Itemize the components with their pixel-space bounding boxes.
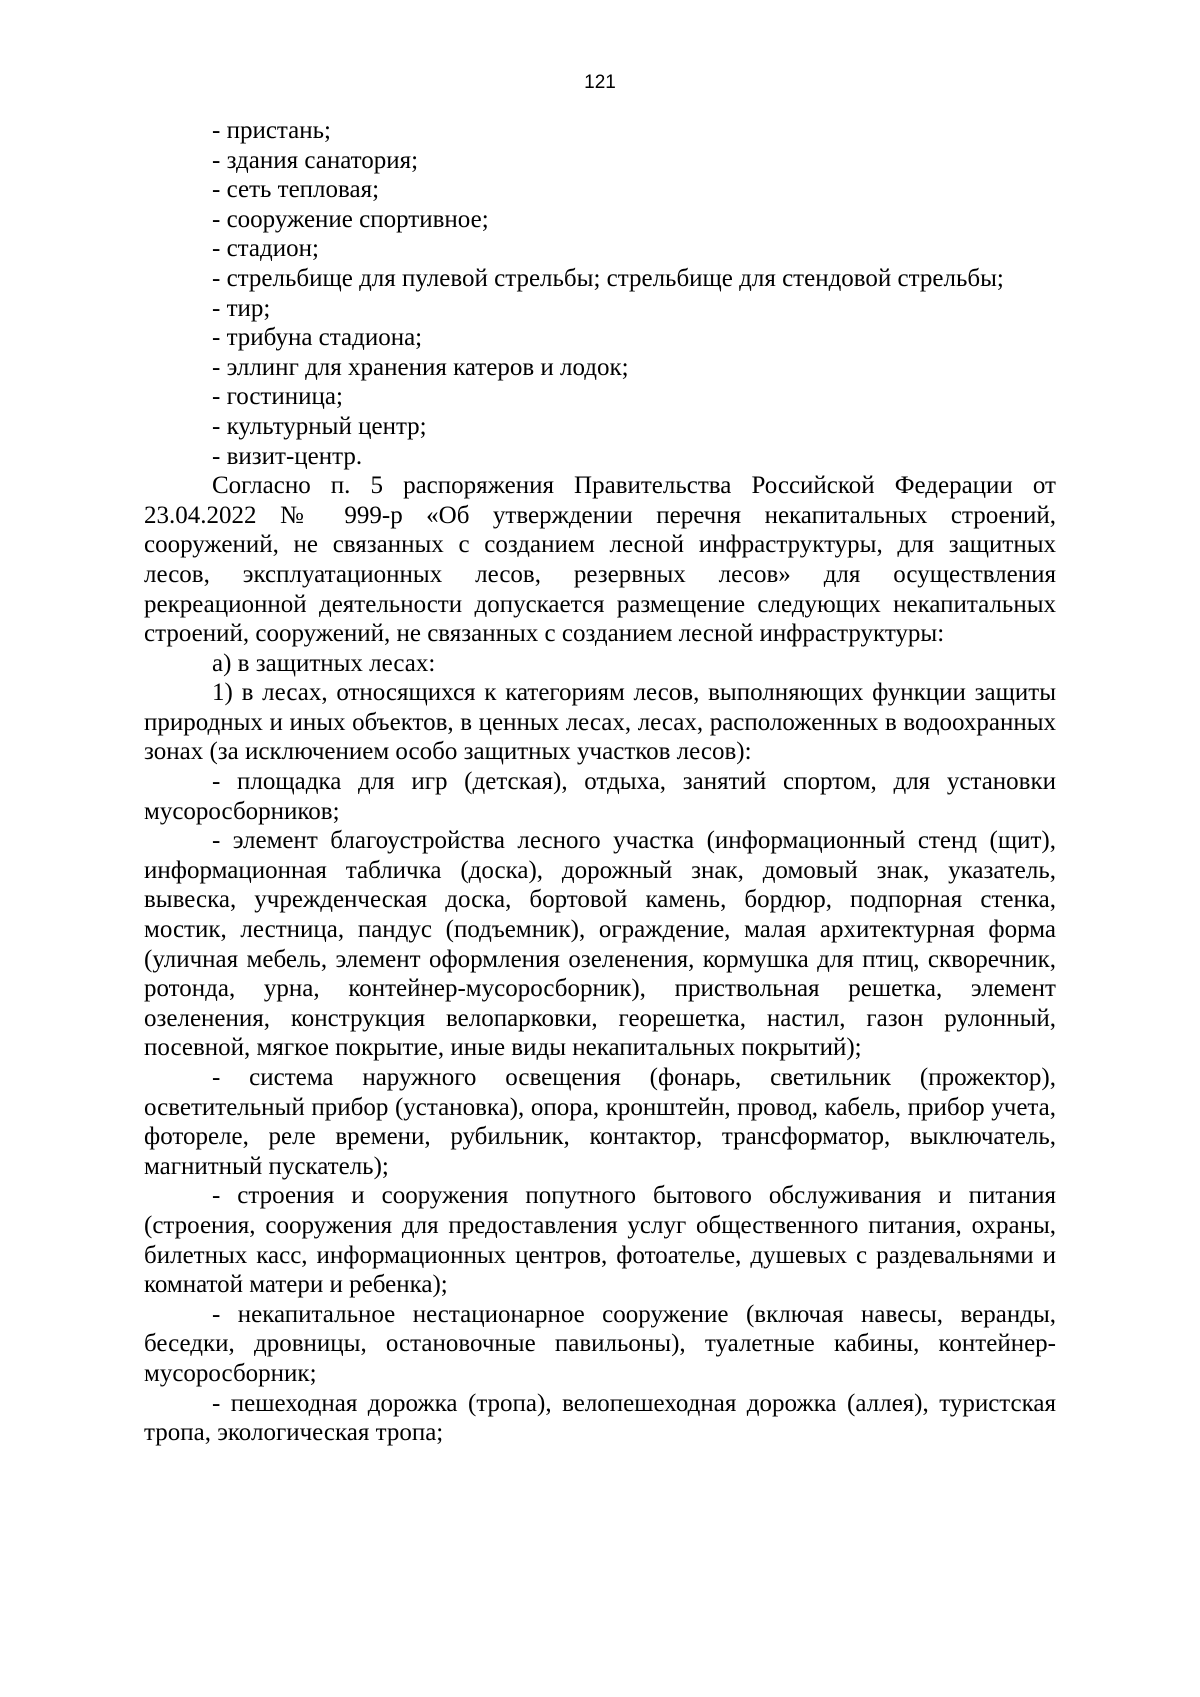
list-item: - сеть тепловая; [212, 176, 380, 204]
list-item: - культурный центр; [212, 412, 427, 440]
list-item: - тир; [212, 294, 271, 322]
paragraph-service-buildings: - строения и сооружения попутного бытового обслуживания и питания (строения, сооружения для предоставления услуг общественного питания, охраны, билетных касс, информационных центров, фотоателье, душевых с раздевальнями и комнатой матери и ребенка); [144, 1182, 1056, 1299]
list-item: - визит-центр. [212, 442, 363, 470]
page-number: 121 [584, 72, 616, 93]
list-item: - здания санатория; [212, 146, 419, 174]
paragraph-landscaping-elements: - элемент благоустройства лесного участка (информационный стенд (щит), информационная табличка (доска), дорожный знак, домовый знак, указатель, вывеска, учрежденческая доска, бортовой камень, бордюр, подпорная стенка, мостик, лестница, пандус (подъемник), ограждение, малая архитектурная форма (уличная мебель, элемент оформления озеленения, кормушка для птиц, скворечник, ротонда, урна, контейнер-мусоросборник), приствольная решетка, элемент озеленения, конструкция велопарковки, георешетка, настил, газон рулонный, посевной, мягкое покрытие, иные виды некапитальных покрытий); [144, 827, 1056, 1062]
paragraph-order-reference: Согласно п. 5 распоряжения Правительства Российской Федерации от 23.04.2022 № 999-р «Об утверждении перечня некапитальных строений, сооружений, не связанных с созданием лесной инфраструктуры, для защитных лесов, эксплуатационных лесов, резервных лесов» для осуществления рекреационной деятельности допускается размещение следующих некапитальных строений, сооружений, не связанных с созданием лесной инфраструктуры: [144, 472, 1056, 648]
list-item: - эллинг для хранения катеров и лодок; [212, 353, 629, 381]
list-item: - пристань; [212, 117, 331, 144]
list-item: - сооружение спортивное; [212, 205, 489, 233]
paragraph-protective-forests: а) в защитных лесах: [212, 649, 436, 677]
paragraph-lighting-system: - система наружного освещения (фонарь, светильник (прожектор), осветительный прибор (установка), опора, кронштейн, провод, кабель, прибор учета, фотореле, реле времени, рубильник, контактор, трансформатор, выключатель, магнитный пускатель); [144, 1064, 1056, 1180]
list-item: - гостиница; [212, 383, 343, 411]
paragraph-paths: - пешеходная дорожка (тропа), велопешеходная дорожка (аллея), туристская тропа, экологическая тропа; [144, 1389, 1056, 1447]
paragraph-forest-categories: 1) в лесах, относящихся к категориям лесов, выполняющих функции защиты природных и иных объектов, в ценных лесах, лесах, расположенных в водоохранных зонах (за исключением особо защитных участков лесов): [144, 679, 1056, 766]
paragraph-playground: - площадка для игр (детская), отдыха, занятий спортом, для установки мусоросборников; [144, 768, 1056, 825]
list-item: - стадион; [212, 235, 319, 263]
list-item: - стрельбище для пулевой стрельбы; стрельбище для стендовой стрельбы; [212, 264, 1004, 292]
list-item: - трибуна стадиона; [212, 324, 423, 352]
paragraph-non-stationary-structures: - некапитальное нестационарное сооружение (включая навесы, веранды, беседки, дровницы, остановочные павильоны), туалетные кабины, контейнер-мусоросборник; [144, 1300, 1056, 1387]
document-body [144, 116, 1056, 1448]
